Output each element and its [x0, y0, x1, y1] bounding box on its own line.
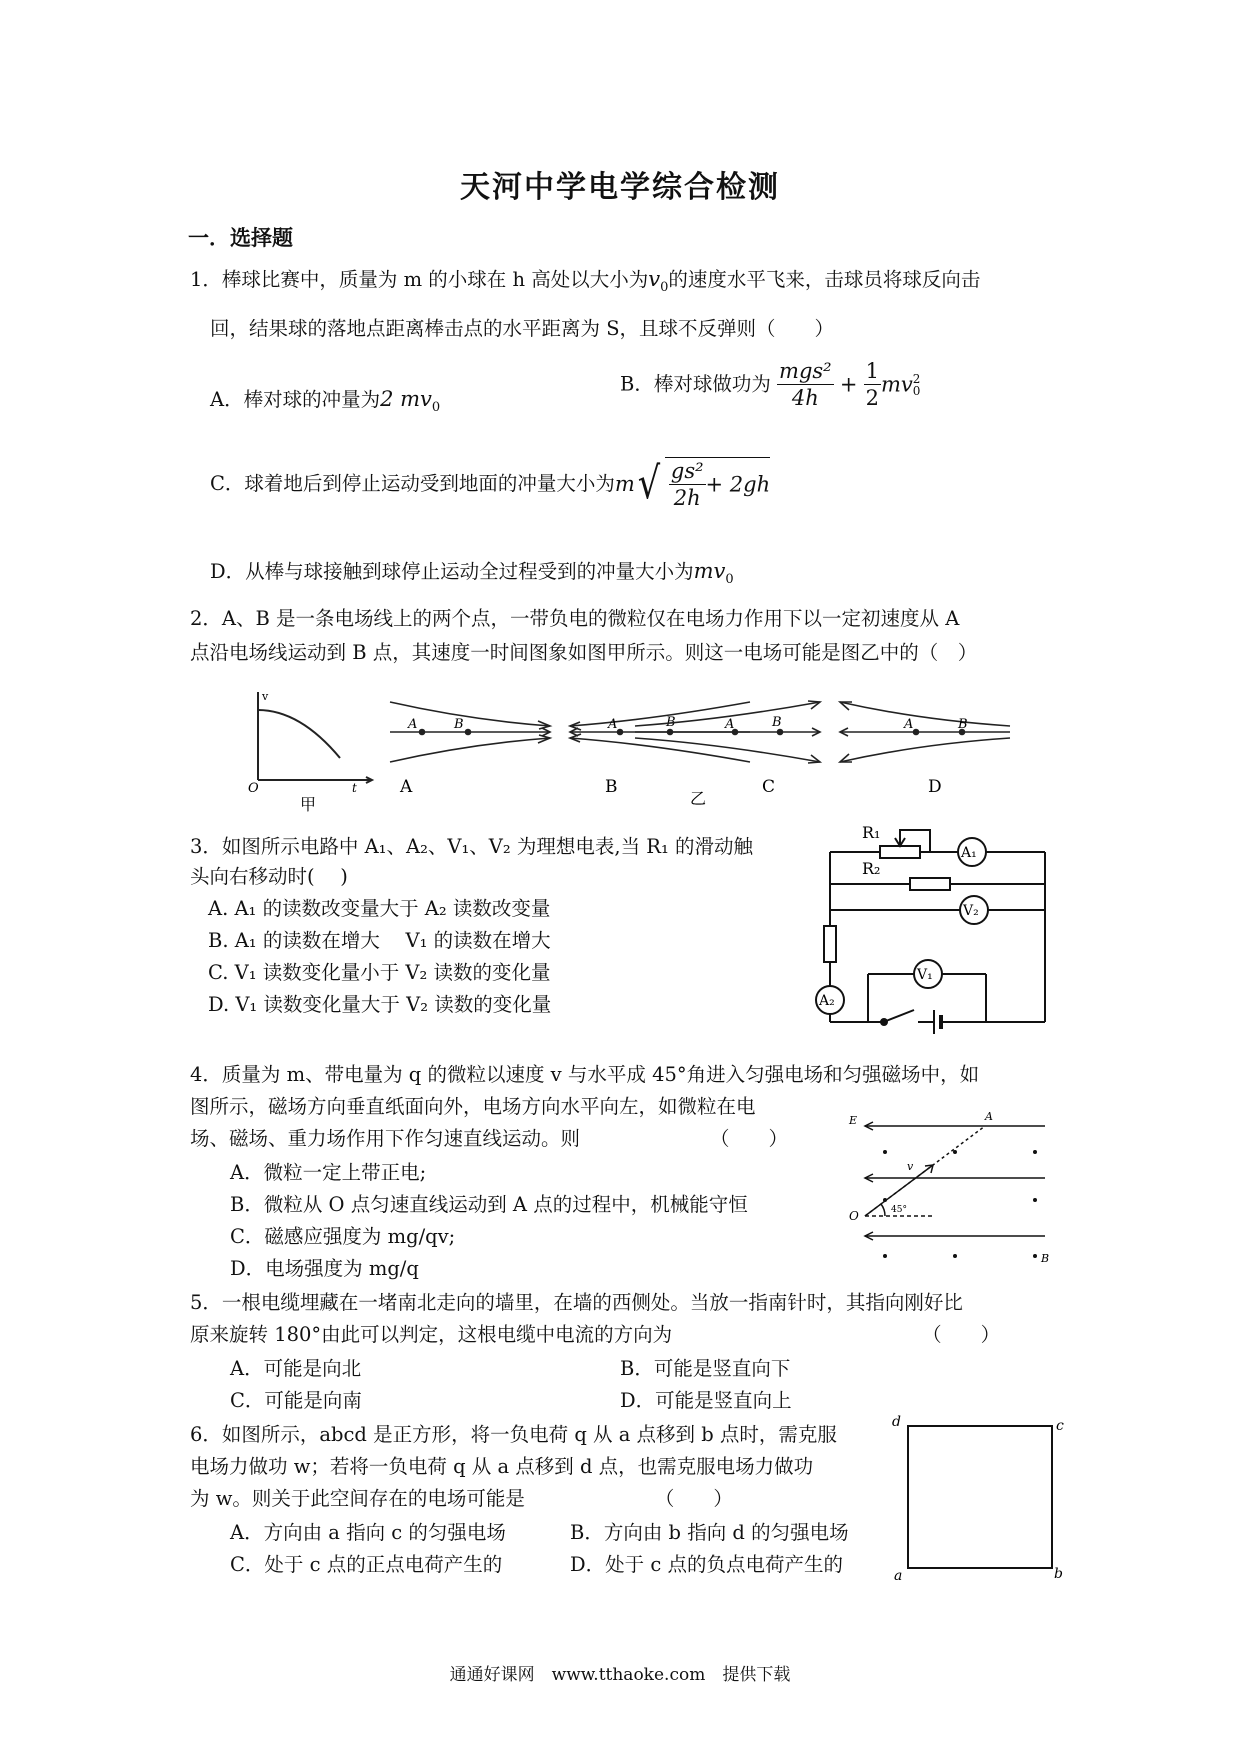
- q4-fig-o-label: O: [849, 1209, 859, 1223]
- q5-option-c: C．可能是向南: [230, 1389, 362, 1412]
- q4-fig-b-label: B: [1041, 1252, 1050, 1265]
- q5-line2: 原来旋转 180°由此可以判定，这根电缆中电流的方向为 （ ）: [190, 1323, 1001, 1346]
- field-b-point-b: B: [666, 715, 676, 730]
- circuit-a1-label: A₁: [961, 845, 977, 861]
- field-a-point-a: A: [408, 717, 418, 732]
- label-b: B: [605, 777, 618, 797]
- circuit-r2-label: R₂: [862, 859, 881, 878]
- q6-option-c: C．处于 c 点的正点电荷产生的: [230, 1553, 503, 1576]
- q4-option-a: A．微粒一定上带正电;: [230, 1161, 427, 1184]
- q3-line1: 3．如图所示电路中 A₁、A₂、V₁、V₂ 为理想电表,当 R₁ 的滑动触: [190, 835, 753, 858]
- q6-square-figure: [890, 1412, 1070, 1584]
- q1-option-c: C．球着地后到停止运动受到地面的冲量大小为m√ $\frac{\text{gs²}}{2h}$ + 2gh: [210, 458, 771, 510]
- q2-line1: 2．A、B 是一条电场线上的两个点，一带负电的微粒仅在电场力作用下以一定初速度从 A: [190, 607, 960, 630]
- field-a: [390, 702, 550, 762]
- q4-fig-v-label: v: [907, 1160, 914, 1173]
- field-c: [635, 701, 820, 763]
- q1-line2: 回，结果球的落地点距离棒击点的水平距离为 S，且球不反弹则（ ）: [210, 317, 835, 340]
- q5-option-d: D．可能是竖直向上: [620, 1389, 792, 1412]
- q4-fig-a-label: A: [985, 1110, 993, 1123]
- label-jia: 甲: [300, 795, 317, 814]
- q4-option-d: D．电场强度为 mg/q: [230, 1257, 419, 1280]
- q6-option-d: D．处于 c 点的负点电荷产生的: [570, 1553, 843, 1576]
- q4-line3: 场、磁场、重力场作用下作匀速直线运动。则 （ ）: [190, 1127, 789, 1150]
- vt-origin-label: O: [248, 781, 259, 796]
- q5-line1: 5．一根电缆埋藏在一堵南北走向的墙里，在墙的西侧处。当放一指南针时，其指向刚好比: [190, 1291, 963, 1314]
- q6-line3: 为 w。则关于此空间存在的电场可能是 （ ）: [190, 1487, 733, 1510]
- circuit-a2-label: A₂: [819, 993, 835, 1009]
- label-a: A: [400, 777, 413, 797]
- field-b-point-a: A: [608, 717, 618, 732]
- q1-option-d: D．从棒与球接触到球停止运动全过程受到的冲量大小为$mv_0$: [210, 559, 734, 587]
- field-d-point-b: B: [958, 717, 968, 732]
- label-yi: 乙: [690, 789, 707, 808]
- q5-option-b: B．可能是竖直向下: [620, 1357, 791, 1380]
- q6-line2: 电场力做功 w；若将一负电荷 q 从 a 点移到 d 点，也需克服电场力做功: [190, 1455, 814, 1478]
- q4-option-c: C．磁感应强度为 mg/qv;: [230, 1225, 456, 1248]
- q4-option-b: B．微粒从 O 点匀速直线运动到 A 点的过程中，机械能守恒: [230, 1193, 748, 1216]
- q4-line1: 4．质量为 m、带电量为 q 的微粒以速度 v 与水平成 45°角进入匀强电场和匀强磁场中，如: [190, 1063, 980, 1086]
- q1-line1: 1．棒球比赛中，质量为 m 的小球在 h 高处以大小为$v_0$的速度水平飞来，击球员将球反向击: [190, 267, 981, 295]
- q1-option-b: B．棒对球做功为 $\frac{\text{mgs²}}{4h}$ + $\frac{1}{2}$ mv 2 0: [620, 359, 921, 410]
- q4-fig-angle-label: 45°: [891, 1205, 907, 1215]
- q4-figure: [845, 1108, 1055, 1268]
- page-title: 天河中学电学综合检测: [460, 170, 780, 205]
- q4-fig-e-label: E: [849, 1114, 858, 1127]
- field-d-point-a: A: [904, 717, 914, 732]
- q3-option-c: C. V₁ 读数变化量小于 V₂ 读数的变化量: [208, 961, 551, 984]
- field-d: [840, 702, 1010, 762]
- page-footer: 通通好课网 www.tthaoke.com 提供下载: [449, 1665, 791, 1685]
- q2-figure: [240, 680, 1020, 818]
- vt-v-label: v: [262, 690, 269, 703]
- q6-option-b: B．方向由 b 指向 d 的匀强电场: [570, 1521, 849, 1544]
- circuit-r1-label: R₁: [862, 823, 881, 842]
- q3-line2: 头向右移动时( ): [190, 865, 348, 888]
- circuit-v1-label: V₁: [917, 967, 933, 983]
- vt-graph: [258, 692, 372, 783]
- q2-line2: 点沿电场线运动到 B 点，其速度一时间图象如图甲所示。则这一电场可能是图乙中的（ ）: [190, 641, 978, 664]
- field-a-point-b: B: [454, 717, 464, 732]
- q6-fig-a-label: a: [894, 1568, 903, 1584]
- vt-t-label: t: [352, 781, 357, 795]
- q3-option-d: D. V₁ 读数变化量大于 V₂ 读数的变化量: [208, 993, 552, 1016]
- field-c-point-b: B: [772, 715, 782, 730]
- q1-option-a: A．棒对球的冲量为2 $mv_0$: [210, 387, 441, 415]
- q4-line2: 图所示，磁场方向垂直纸面向外，电场方向水平向左，如微粒在电: [190, 1095, 756, 1118]
- q6-fig-b-label: b: [1054, 1566, 1063, 1582]
- label-d: D: [928, 777, 942, 797]
- q6-line1: 6．如图所示，abcd 是正方形，将一负电荷 q 从 a 点移到 b 点时，需克服: [190, 1423, 837, 1446]
- field-c-point-a: A: [725, 717, 735, 732]
- q3-option-b: B. A₁ 的读数在增大 V₁ 的读数在增大: [208, 929, 551, 952]
- q6-fig-c-label: c: [1056, 1418, 1064, 1434]
- label-c: C: [762, 777, 776, 797]
- q6-fig-d-label: d: [892, 1414, 901, 1430]
- q3-circuit: [810, 822, 1060, 1036]
- q6-option-a: A．方向由 a 指向 c 的匀强电场: [230, 1521, 506, 1544]
- section-heading: 一．选择题: [188, 225, 293, 250]
- q3-option-a: A. A₁ 的读数改变量大于 A₂ 读数改变量: [208, 897, 551, 920]
- q5-option-a: A．可能是向北: [230, 1357, 362, 1380]
- circuit-v2-label: V₂: [963, 903, 979, 919]
